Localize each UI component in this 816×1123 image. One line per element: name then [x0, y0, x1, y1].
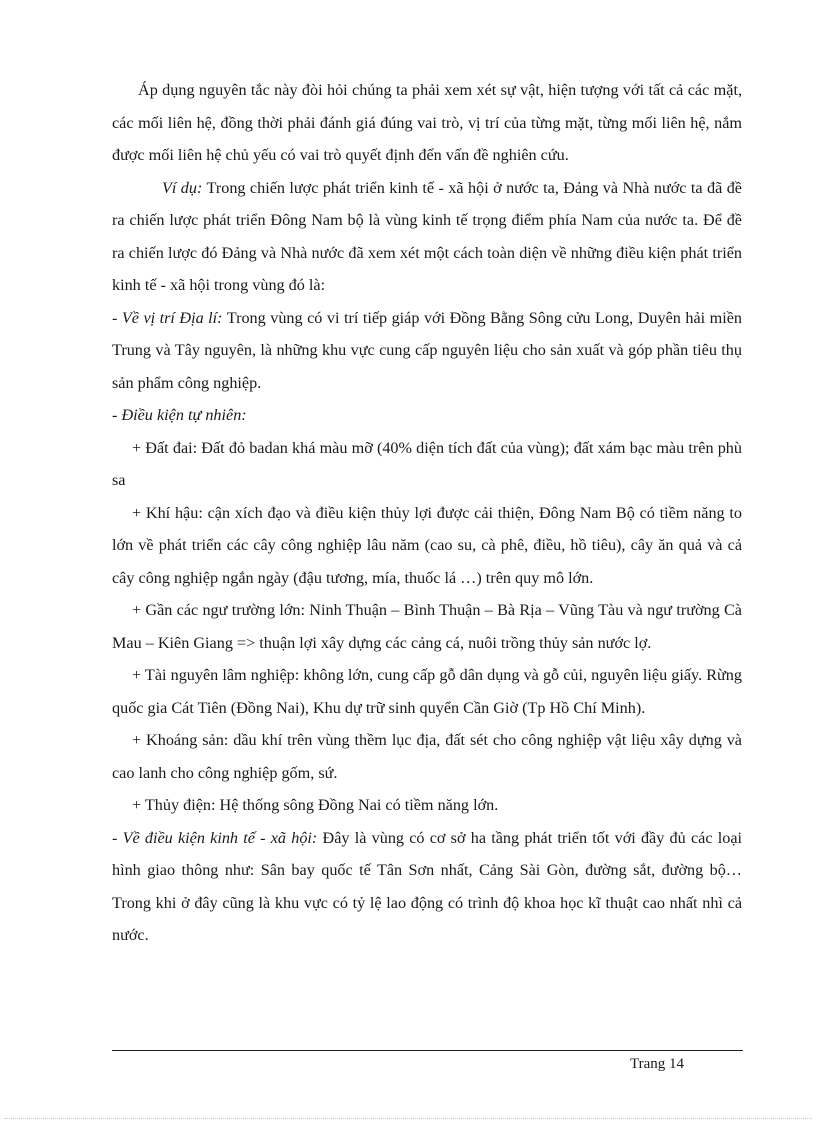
- natural-conditions-label: Điều kiện tự nhiên:: [121, 406, 247, 424]
- bullet-forestry: [112, 659, 742, 724]
- bullet-text: + Gần các ngư trường lớn: Ninh Thuận – Bình Thuận – Bà Rịa – Vũng Tàu và ngư trường Cà Mau – Kiên Giang => thuận lợi xây dựng các cảng cá, nuôi trồng thủy sản nước lợ.: [112, 601, 742, 652]
- bullet-text: + Khoáng sản: dầu khí trên vùng thềm lục địa, đất sét cho công nghiệp vật liệu xây dựng và cao lanh cho công nghiệp gốm, sứ.: [112, 731, 742, 782]
- paragraph-location: [112, 302, 742, 400]
- heading-natural-conditions: [112, 399, 742, 432]
- paragraph-text: Đây là vùng có cơ sở ha tầng phát triển tốt với đầy đủ các loại hình giao thông như: Sân bay quốc tế Tân Sơn nhất, Cảng Sài Gòn, đường sắt, đường bộ… Trong khi ở đây cũng là khu vực có tỷ lệ lao động có trình độ khoa học kĩ thuật cao nhất nhì cả nước.: [112, 828, 743, 944]
- bullet-minerals: [112, 724, 742, 789]
- bullet-text: + Tài nguyên lâm nghiệp: không lớn, cung cấp gỗ dân dụng và gỗ củi, nguyên liệu giấy. Rừng quốc gia Cát Tiên (Đồng Nai), Khu dự trữ sinh quyển Cần Giờ (Tp Hồ Chí Minh).: [112, 666, 742, 717]
- paragraph-text: Trong vùng có vi trí tiếp giáp với Đồng Bằng Sông cửu Long, Duyên hải miền Trung và Tây nguyên, là những khu vực cung cấp nguyên liệu cho sản xuất và góp phần tiêu thụ sản phẩm công nghiệp.: [112, 308, 742, 392]
- footer-divider: [112, 1050, 743, 1051]
- document-body: [112, 74, 742, 952]
- socioeconomic-label: Về điều kiện kinh tế - xã hội:: [122, 828, 318, 847]
- bullet-text: + Đất đai: Đất đỏ badan khá màu mỡ (40% diện tích đất của vùng); đất xám bạc màu trên phù sa: [112, 438, 742, 489]
- bullet-text: + Thủy điện: Hệ thống sông Đồng Nai có tiềm năng lớn.: [132, 796, 499, 814]
- dash-prefix: -: [112, 308, 122, 327]
- page-edge-dotted-line: [4, 1118, 812, 1119]
- paragraph-text: Trong chiến lược phát triển kinh tế - xã hội ở nước ta, Đảng và Nhà nước ta đã đề ra chiến lược phát triển Đông Nam bộ là vùng kinh tế trọng điểm phía Nam của nước ta. Để đề ra chiến lược đó Đảng và Nhà nước đã xem xét một cách toàn diện về những điều kiện phát triển kinh tế - xã hội trong vùng đó là:: [112, 178, 742, 294]
- bullet-text: + Khí hậu: cận xích đạo và điều kiện thủy lợi được cải thiện, Đông Nam Bộ có tiềm năng to lớn về phát triển các cây công nghiệp lâu năm (cao su, cà phê, điều, hồ tiêu), cây ăn quả và cả cây công nghiệp ngắn ngày (đậu tương, mía, thuốc lá …) trên quy mô lớn.: [112, 503, 742, 587]
- paragraph-example: [112, 172, 742, 302]
- paragraph-socioeconomic: [112, 822, 742, 952]
- bullet-climate: [112, 497, 742, 595]
- example-label: Ví dụ:: [162, 178, 203, 197]
- paragraph-text: Áp dụng nguyên tắc này đòi hỏi chúng ta phải xem xét sự vật, hiện tượng với tất cả các mặt, các mối liên hệ, đồng thời phải đánh giá đúng vai trò, vị trí của từng mặt, từng mối liên hệ, nắm được mối liên hệ chủ yếu có vai trò quyết định đến vấn đề nghiên cứu.: [112, 81, 742, 164]
- bullet-fishing: [112, 594, 742, 659]
- dash-prefix: -: [112, 828, 123, 847]
- dash-prefix: -: [112, 406, 122, 424]
- location-label: Về vị trí Địa lí:: [121, 308, 223, 327]
- paragraph-principle: [112, 74, 742, 172]
- page-number: Trang 14: [630, 1056, 685, 1072]
- bullet-land: [112, 432, 742, 497]
- bullet-hydropower: [112, 789, 742, 822]
